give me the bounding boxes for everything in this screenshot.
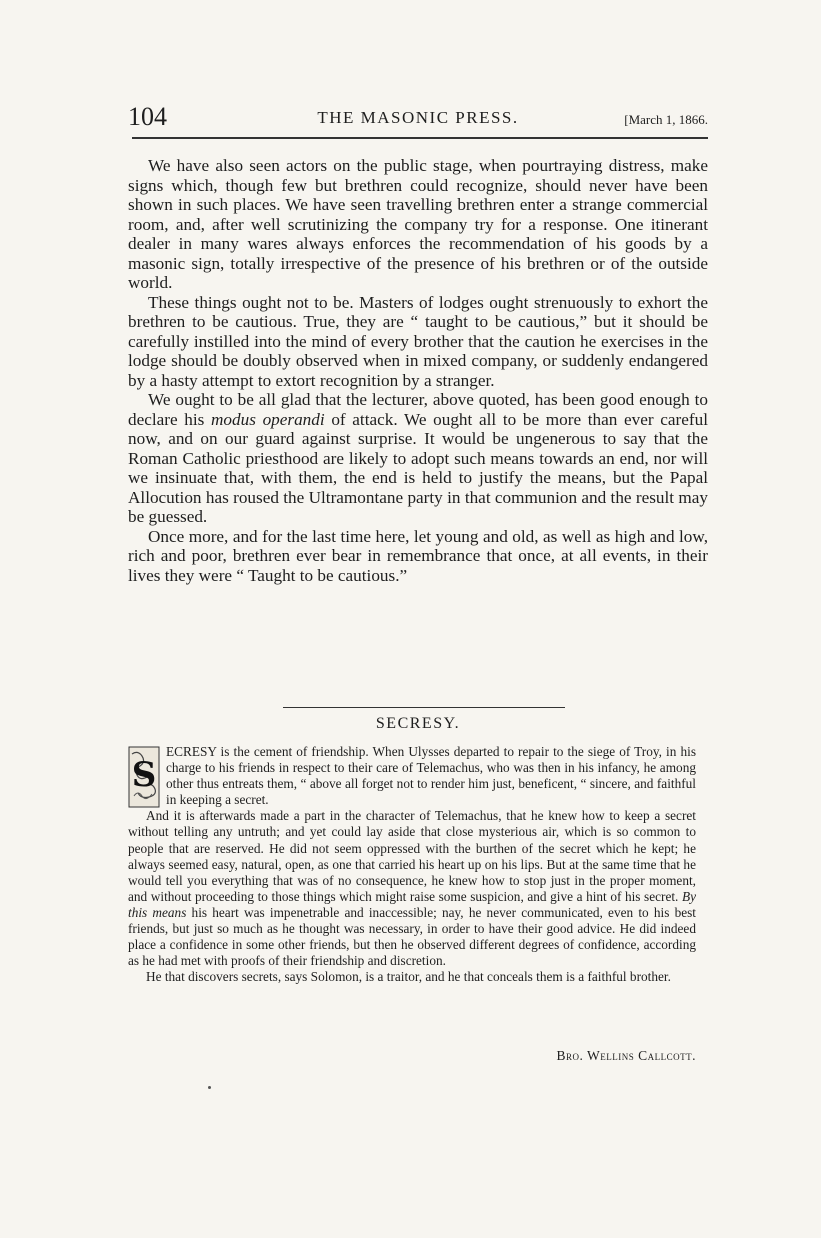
journal-title: THE MASONIC PRESS. [317,108,519,127]
ink-speck [208,1086,211,1089]
italic-phrase: modus operandi [211,409,325,429]
article-paragraph: He that discovers secrets, says Solomon, is a traitor, and he that conceals them is a faithful brother. [146,969,671,985]
issue-date: [March 1, 1866. [624,112,708,127]
ornamental-drop-cap-icon [128,746,160,808]
italic-phrase: By this means [128,888,696,920]
header-rule [132,137,708,139]
page-header [128,102,708,132]
article-paragraph [128,744,696,808]
article-paragraph [128,808,696,969]
paragraph-text: of attack. We ought all to be more than ever careful now, and on our guard against surprise. It would be ungenerous to say that the Roman Catholic priesthood are likely to adopt such means towards an end, nor will we insinuate that, with them, the end is held to justify the means, but the Papal Allocution has roused the Ultramontane party in that communion and the result may be guessed. [128,409,708,526]
paragraph-text: We ought to be all glad that the lecturer, above quoted, has been good enough to declare his [128,390,708,429]
article-paragraph [128,390,708,527]
author-signature: Bro. Wellins Callcott. [556,1048,696,1063]
article-paragraph: Once more, and for the last time here, let young and old, as well as high and low, rich and poor, brethren ever bear in remembrance that once, at all events, in their lives they were “ Taught to be cautious.” [128,526,708,585]
article-paragraph: These things ought not to be. Masters of lodges ought strenuously to exhort the brethren to be cautious. True, they are “ taught to be cautious,” but it should be carefully instilled into the mind of every brother that the caution he exercises in the lodge should be doubly observed when in mixed company, or suddenly endangered by a hasty attempt to extort recognition by a stranger. [128,292,708,390]
article-secresy [128,744,696,985]
section-divider [283,707,565,708]
paragraph-text: his heart was impenetrable and inaccessible; nay, he never communicated, even to his best friends, but just so much as he thought was necessary, in order to have their good advice. He did indeed place a confidence in some other friends, but then he observed different degrees of confidence, according as he had met with proofs of their friendship and discretion. [128,904,696,969]
article-paragraph: We have also seen actors on the public stage, when pourtraying distress, make signs which, though few but brethren could recognize, should never have been shown in such places. We have seen travelling brethren enter a strange commercial room, and, after well scrutinizing the company try for a response. One itinerant dealer in many wares always enforces the recommendation of his goods by a masonic sign, totally irrespective of the presence of his brethren or of the outside world. [128,156,708,292]
paragraph-text: ECRESY is the cement of friendship. When Ulysses departed to repair to the siege of Troy, in his charge to his friends in respect to their care of Telemachus, who was then in his infancy, he among other thus entreats them, “ above all forget not to render him just, beneficent, “ sincere, and faithful in keeping a secret. [166,744,696,808]
page-number: 104 [128,102,167,131]
paragraph-text: And it is afterwards made a part in the character of Telemachus, that he knew how to keep a secret without telling any untruth; and yet could lay aside that close mysterious air, which is so common to people that are reserved. He did not seem oppressed with the burthen of the secret which he kept; he always seemed easy, natural, open, as one that carried his heart up on his lips. But at the same time that he would tell you everything that was of no consequence, he knew how to stop just in the proper moment, and without proceeding to those things which might raise some suspicion, and give a hint of his secret. [128,808,696,904]
drop-cap-letter: S [131,755,157,795]
article-caution [128,156,708,585]
section-heading: SECRESY. [375,715,461,732]
